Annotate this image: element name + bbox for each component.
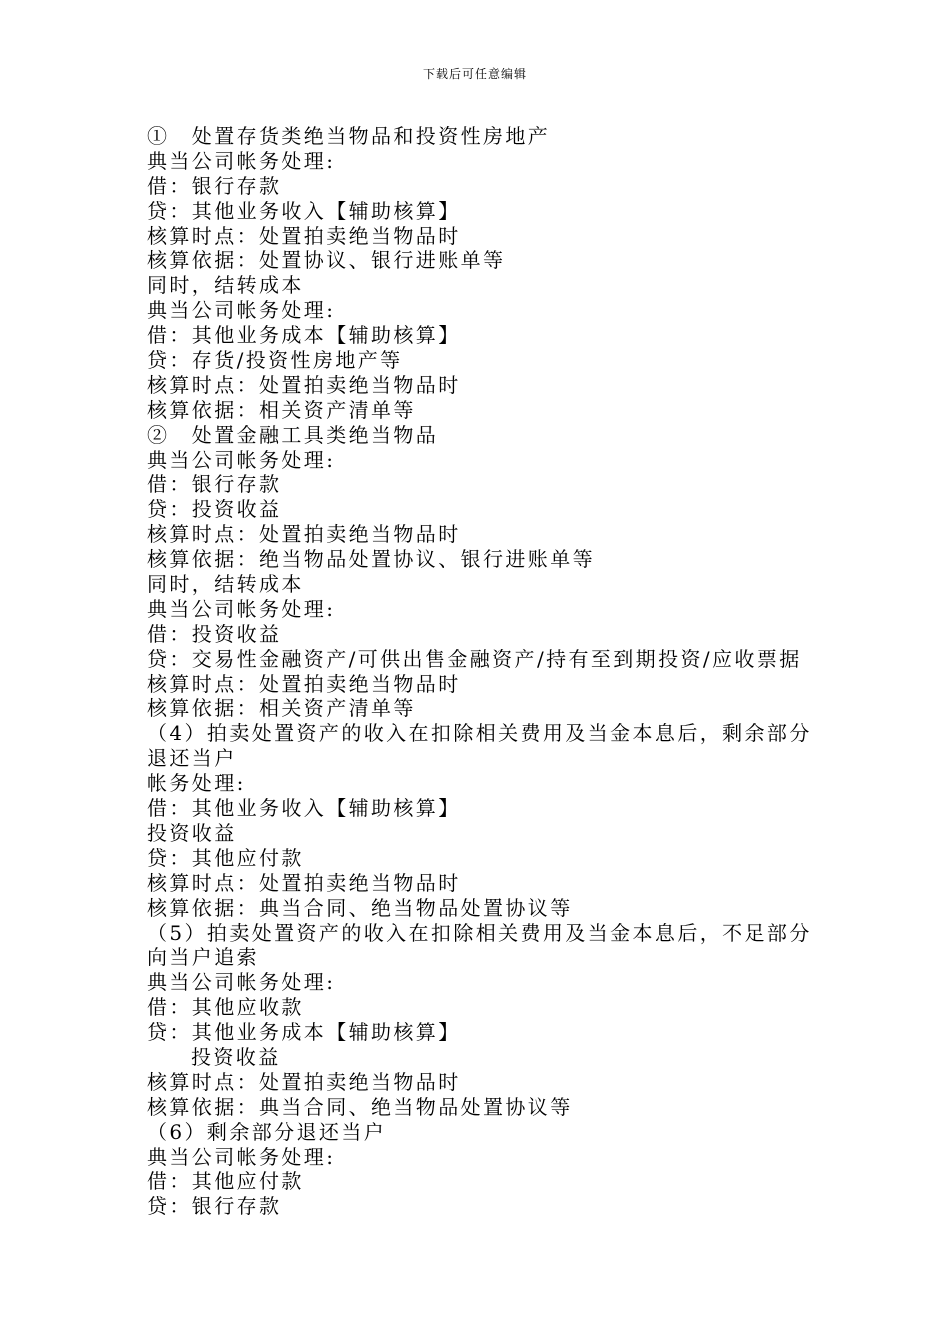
text-line: 核算依据：相关资产清单等 (147, 696, 416, 721)
text-line: 核算时点：处置拍卖绝当物品时 (147, 671, 461, 696)
text-line: 核算时点：处置拍卖绝当物品时 (147, 1069, 461, 1094)
text-line: 借：银行存款 (147, 472, 282, 497)
section-heading: ① 处置存货类绝当物品和投资性房地产 (147, 124, 551, 148)
text-line-indented: 投资收益 (191, 1044, 281, 1069)
text-line: 同时，结转成本 (147, 273, 304, 298)
text-line: 贷：其他业务成本【辅助核算】 (147, 1020, 461, 1045)
text-line: 贷：存货/投资性房地产等 (147, 348, 403, 373)
section-heading: （5）拍卖处置资产的收入在扣除相关费用及当金本息后，不足部分 (147, 920, 812, 945)
text-line: 借：其他应收款 (147, 995, 304, 1020)
text-line: 借：其他应付款 (147, 1169, 304, 1194)
text-line: 核算时点：处置拍卖绝当物品时 (147, 870, 461, 895)
text-line: 典当公司帐务处理: (147, 1144, 336, 1169)
text-line: 核算依据：典当合同、绝当物品处置协议等 (147, 1094, 573, 1119)
text-line: 核算依据：相关资产清单等 (147, 397, 416, 422)
text-line: 核算时点：处置拍卖绝当物品时 (147, 223, 461, 248)
section-heading: （4）拍卖处置资产的收入在扣除相关费用及当金本息后，剩余部分 (147, 721, 812, 746)
text-line: 贷：投资收益 (147, 497, 282, 522)
page-header-note: 下载后可任意编辑 (422, 67, 527, 81)
text-line: 典当公司帐务处理: (147, 298, 336, 323)
text-line: 核算时点：处置拍卖绝当物品时 (147, 372, 461, 397)
text-line: 借：其他业务收入【辅助核算】 (147, 796, 461, 821)
text-line: 借：银行存款 (147, 173, 282, 198)
text-line: 核算依据：处置协议、银行进账单等 (147, 248, 506, 273)
text-line: 借：投资收益 (147, 621, 282, 646)
section-heading: ② 处置金融工具类绝当物品 (147, 422, 439, 447)
section-heading-continued: 退还当户 (147, 746, 237, 771)
text-line: 典当公司帐务处理: (147, 148, 336, 173)
text-line: 核算依据：典当合同、绝当物品处置协议等 (147, 895, 573, 920)
text-line: 借：其他业务成本【辅助核算】 (147, 323, 461, 348)
text-line: 帐务处理: (147, 771, 246, 796)
section-heading: （6）剩余部分退还当户 (147, 1119, 387, 1144)
text-line: 核算依据：绝当物品处置协议、银行进账单等 (147, 547, 595, 572)
text-line: 典当公司帐务处理: (147, 596, 336, 621)
text-line: 典当公司帐务处理: (147, 970, 336, 995)
text-line: 贷：其他业务收入【辅助核算】 (147, 198, 461, 223)
section-heading-continued: 向当户追索 (147, 945, 259, 970)
text-line: 同时，结转成本 (147, 572, 304, 597)
text-line: 贷：银行存款 (147, 1194, 282, 1219)
text-line: 核算时点：处置拍卖绝当物品时 (147, 522, 461, 547)
text-line: 贷：交易性金融资产/可供出售金融资产/持有至到期投资/应收票据 (147, 646, 802, 671)
text-line: 贷：其他应付款 (147, 845, 304, 870)
document-body (147, 124, 812, 1219)
text-line: 投资收益 (147, 820, 237, 845)
text-line: 典当公司帐务处理: (147, 447, 336, 472)
